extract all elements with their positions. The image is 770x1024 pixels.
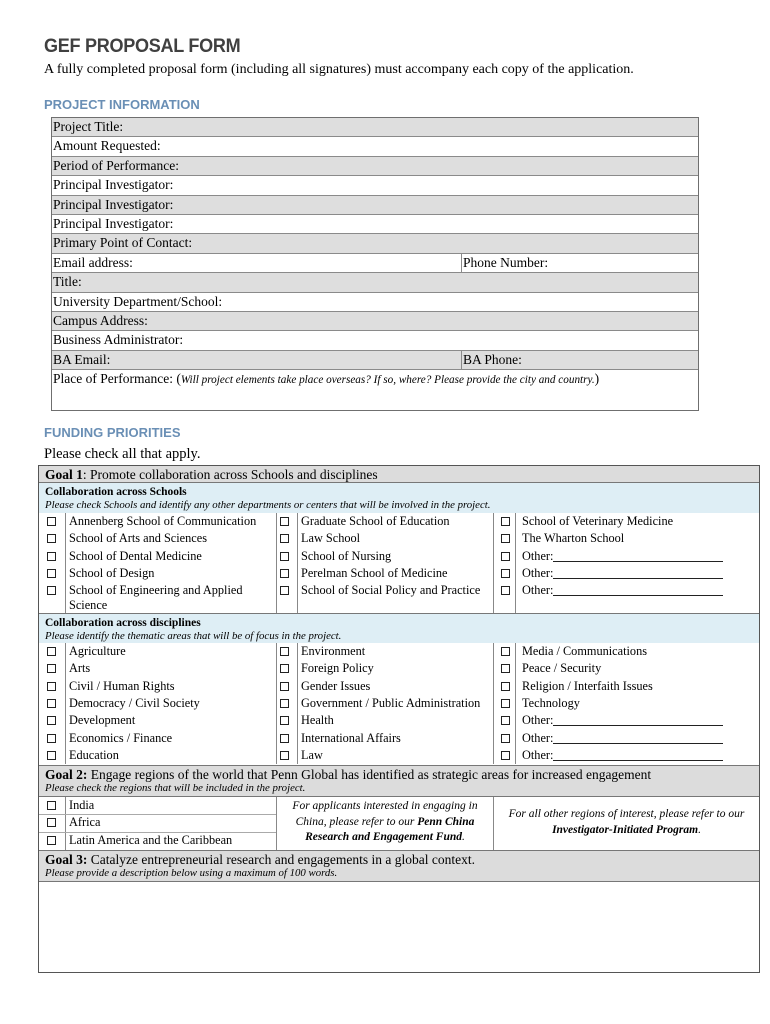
checkbox[interactable] bbox=[47, 548, 56, 565]
option-label: School of Social Policy and Practice bbox=[301, 583, 481, 598]
checkbox[interactable] bbox=[501, 712, 510, 729]
option-label: Annenberg School of Communication bbox=[69, 514, 257, 528]
checkbox[interactable] bbox=[501, 565, 510, 582]
goal2-header bbox=[39, 765, 759, 797]
divider bbox=[297, 643, 298, 764]
option-label: Law bbox=[301, 747, 323, 762]
subheader-title: Collaboration across Schools bbox=[45, 486, 187, 498]
goal-text: : Promote collaboration across Schools and disciplines bbox=[82, 467, 378, 482]
field-label: Title: bbox=[53, 274, 82, 290]
checkbox[interactable] bbox=[47, 513, 56, 530]
checkbox[interactable] bbox=[47, 660, 56, 677]
goal-text: Engage regions of the world that Penn Global has identified as strategic areas for increased engagement bbox=[87, 767, 652, 782]
checkbox[interactable] bbox=[280, 660, 289, 677]
option-label: Media / Communications bbox=[522, 644, 648, 658]
other-field[interactable]: Other: bbox=[522, 548, 723, 565]
region-checkbox-latin-america[interactable] bbox=[47, 832, 56, 849]
checkbox[interactable] bbox=[280, 678, 289, 695]
checkbox[interactable] bbox=[47, 565, 56, 582]
divider bbox=[65, 797, 66, 850]
field-label: BA Email: bbox=[53, 351, 111, 367]
option-label: The Wharton School bbox=[522, 531, 625, 546]
pi-field-3[interactable] bbox=[52, 215, 698, 234]
ba-email-field[interactable] bbox=[52, 351, 698, 370]
option-label: Economics / Finance bbox=[69, 730, 173, 745]
field-label: Period of Performance: bbox=[53, 157, 179, 173]
divider bbox=[65, 643, 66, 764]
checkbox[interactable] bbox=[501, 548, 510, 565]
goal-label: Goal 3: bbox=[45, 852, 88, 867]
goal-label: Goal 1 bbox=[45, 467, 83, 482]
checkbox[interactable] bbox=[280, 695, 289, 712]
option-label: Law School bbox=[301, 531, 361, 546]
field-label-close: ) bbox=[594, 371, 600, 387]
region-label: Latin America and the Caribbean bbox=[69, 833, 233, 847]
field-hint: Will project elements take place overseas? If so, where? Please provide the city and country. bbox=[180, 374, 595, 387]
goal3-header bbox=[39, 850, 759, 882]
investigator-initiated-link[interactable]: Investigator-Initiated Program bbox=[552, 823, 699, 836]
schools-subheader bbox=[39, 483, 759, 513]
divider bbox=[515, 513, 516, 617]
checkbox[interactable] bbox=[501, 660, 510, 677]
disciplines-grid bbox=[39, 643, 759, 765]
checkbox[interactable] bbox=[280, 565, 289, 582]
checkbox[interactable] bbox=[280, 548, 289, 565]
option-label: School of Engineering and Applied bbox=[69, 583, 243, 598]
option-label: Science bbox=[69, 598, 108, 613]
title-field[interactable] bbox=[52, 273, 698, 292]
field-label: University Department/School: bbox=[53, 293, 223, 309]
divider bbox=[493, 643, 494, 764]
business-admin-field[interactable] bbox=[52, 331, 698, 350]
divider bbox=[493, 513, 494, 617]
checkbox[interactable] bbox=[501, 582, 510, 599]
option-label: Agriculture bbox=[69, 644, 126, 658]
divider bbox=[65, 513, 66, 617]
divider bbox=[276, 643, 277, 764]
email-field[interactable] bbox=[52, 254, 698, 273]
checkbox[interactable] bbox=[501, 530, 510, 547]
campus-address-field[interactable] bbox=[52, 312, 698, 331]
checkbox[interactable] bbox=[501, 730, 510, 747]
field-label: Principal Investigator: bbox=[53, 177, 174, 193]
field-label: Campus Address: bbox=[53, 312, 148, 328]
region-label: Africa bbox=[69, 815, 101, 829]
other-field[interactable]: Other: bbox=[522, 712, 723, 729]
field-label: Project Title: bbox=[53, 119, 124, 134]
option-label: School of Design bbox=[69, 565, 155, 580]
field-label: Business Administrator: bbox=[53, 332, 184, 348]
primary-contact-field[interactable] bbox=[52, 234, 698, 253]
option-label: Government / Public Administration bbox=[301, 695, 481, 710]
goal-label: Goal 2: bbox=[45, 767, 88, 782]
checkbox[interactable] bbox=[501, 747, 510, 764]
option-label: Foreign Policy bbox=[301, 661, 374, 676]
goal3-description-area[interactable] bbox=[39, 882, 759, 972]
checkbox[interactable] bbox=[47, 678, 56, 695]
checkbox[interactable] bbox=[47, 712, 56, 729]
region-label: India bbox=[69, 798, 95, 812]
goal-text: Catalyze entrepreneurial research and engagements in a global context. bbox=[87, 852, 475, 867]
checkbox[interactable] bbox=[280, 513, 289, 530]
field-label: Principal Investigator: bbox=[53, 215, 174, 231]
goal-hint: Please check the regions that will be included in the project. bbox=[45, 782, 306, 794]
checkbox[interactable] bbox=[47, 747, 56, 764]
option-label: Religion / Interfaith Issues bbox=[522, 678, 653, 693]
field-label: Primary Point of Contact: bbox=[53, 235, 193, 251]
funding-heading: FUNDING PRIORITIES bbox=[44, 425, 181, 440]
place-of-performance-field[interactable] bbox=[52, 370, 698, 410]
option-label: Arts bbox=[69, 661, 91, 676]
subheader-hint: Please check Schools and identify any other departments or centers that will be involved in the project. bbox=[45, 499, 491, 511]
other-field[interactable]: Other: bbox=[522, 565, 723, 582]
option-label: Development bbox=[69, 713, 136, 728]
option-label: Technology bbox=[522, 695, 580, 710]
option-label: School of Arts and Sciences bbox=[69, 531, 207, 546]
ba-phone-field[interactable]: BA Phone: bbox=[461, 351, 522, 369]
checkbox[interactable] bbox=[280, 712, 289, 729]
region-checkbox-africa[interactable] bbox=[47, 814, 56, 831]
option-label: Graduate School of Education bbox=[301, 514, 450, 528]
goal1-header bbox=[39, 466, 759, 483]
field-label: Email address: bbox=[53, 254, 133, 270]
checkbox[interactable] bbox=[47, 643, 56, 660]
other-regions-note: For all other regions of interest, please refer to our Investigator-Initiated Program. bbox=[508, 808, 745, 836]
checkbox[interactable] bbox=[280, 730, 289, 747]
field-label: Place of Performance: ( bbox=[53, 371, 181, 387]
schools-grid bbox=[39, 513, 759, 613]
department-field[interactable] bbox=[52, 293, 698, 312]
option-label: Civil / Human Rights bbox=[69, 678, 175, 693]
option-label: Health bbox=[301, 713, 334, 728]
penn-china-fund-link[interactable]: Penn China Research and Engagement Fund bbox=[305, 815, 475, 843]
regions-grid bbox=[39, 797, 759, 850]
region-checkbox-india[interactable] bbox=[47, 797, 56, 814]
option-label: International Affairs bbox=[301, 730, 401, 745]
divider bbox=[297, 513, 298, 617]
checkbox[interactable] bbox=[47, 730, 56, 747]
field-label: Amount Requested: bbox=[53, 138, 161, 154]
option-label: Perelman School of Medicine bbox=[301, 565, 448, 580]
checkbox[interactable] bbox=[501, 678, 510, 695]
funding-instruction: Please check all that apply. bbox=[44, 446, 201, 462]
pi-field-1[interactable] bbox=[52, 176, 698, 195]
checkbox[interactable] bbox=[47, 582, 56, 599]
form-title: GEF PROPOSAL FORM bbox=[44, 36, 241, 57]
phone-field[interactable]: Phone Number: bbox=[461, 254, 548, 272]
checkbox[interactable] bbox=[501, 695, 510, 712]
period-field[interactable] bbox=[52, 157, 698, 176]
option-label: School of Nursing bbox=[301, 548, 392, 563]
option-label: Peace / Security bbox=[522, 661, 602, 676]
other-field[interactable]: Other: bbox=[522, 582, 723, 599]
intro-text: A fully completed proposal form (including all signatures) must accompany each copy of the application. bbox=[44, 62, 634, 77]
divider bbox=[276, 513, 277, 617]
checkbox[interactable] bbox=[280, 643, 289, 660]
goal-hint: Please provide a description below using a maximum of 100 words. bbox=[45, 867, 338, 879]
funding-table bbox=[38, 465, 760, 973]
pi-field-2[interactable] bbox=[52, 196, 698, 215]
project-info-heading: PROJECT INFORMATION bbox=[44, 97, 200, 112]
field-label: Principal Investigator: bbox=[53, 196, 174, 212]
project-title-field[interactable] bbox=[52, 118, 698, 137]
amount-requested-field[interactable] bbox=[52, 137, 698, 156]
checkbox[interactable] bbox=[280, 530, 289, 547]
checkbox[interactable] bbox=[280, 582, 289, 599]
checkbox[interactable] bbox=[47, 695, 56, 712]
subheader-title: Collaboration across disciplines bbox=[45, 617, 201, 629]
checkbox[interactable] bbox=[47, 530, 56, 547]
divider bbox=[515, 643, 516, 764]
disciplines-subheader bbox=[39, 613, 759, 643]
option-label: Democracy / Civil Society bbox=[69, 695, 200, 710]
project-info-table bbox=[51, 117, 699, 411]
option-label: Gender Issues bbox=[301, 678, 371, 693]
option-label: Environment bbox=[301, 644, 366, 658]
checkbox[interactable] bbox=[501, 643, 510, 660]
checkbox[interactable] bbox=[501, 513, 510, 530]
option-label: School of Dental Medicine bbox=[69, 548, 202, 563]
other-field[interactable]: Other: bbox=[522, 747, 723, 764]
option-label: Education bbox=[69, 747, 119, 762]
checkbox[interactable] bbox=[280, 747, 289, 764]
other-field[interactable]: Other: bbox=[522, 730, 723, 747]
china-note: For applicants interested in engaging in China, please refer to our Penn China Research and Engagement Fund. bbox=[292, 800, 478, 843]
option-label: School of Veterinary Medicine bbox=[522, 514, 674, 528]
subheader-hint: Please identify the thematic areas that will be of focus in the project. bbox=[45, 630, 342, 642]
